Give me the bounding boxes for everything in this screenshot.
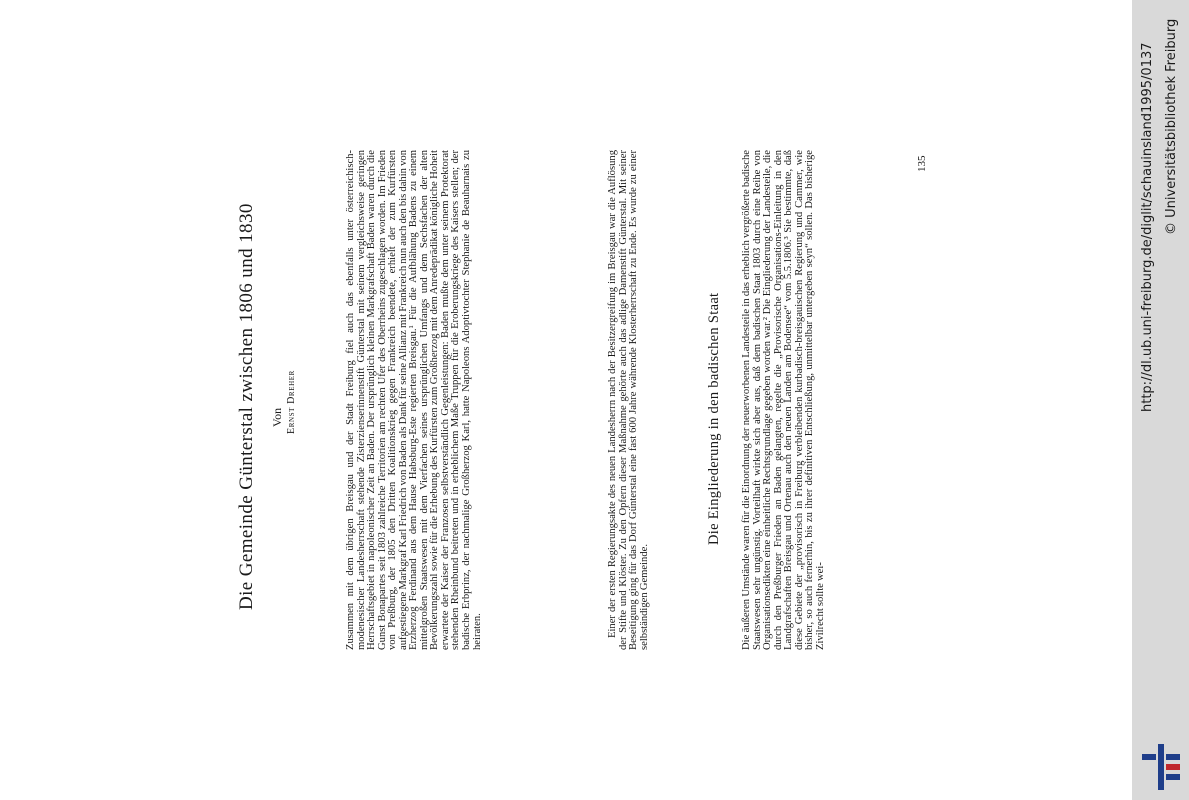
logo-bar-right [1166, 754, 1180, 760]
body-column-bottom [742, 150, 826, 650]
logo-bar-vertical [1158, 744, 1164, 790]
byline: Von [270, 407, 284, 427]
library-logo-icon [1142, 742, 1182, 792]
logo-bar-left [1142, 754, 1156, 760]
paragraph-intro: Zusammen mit dem übrigen Breisgau und der Stadt Freiburg fiel auch das ebenfalls unter österreichisch-modenesischer Landesherrschaft stehende Zisterzienserinnenstift Günterstal mit seinem vergleichsweise geringen Herrschaftsgebiet in napoleonischer Zeit an Baden. Der ursprünglich kleinen Markgrafschaft Baden waren durch die Gunst Bonapartes seit 1803 zahlreiche Territorien am rechten Ufer des Oberrheins zugeschlagen worden. Im Frieden von Preßburg, der 1805 den Dritten Koalitionskrieg gegen Frankreich beendete, erhielt der zum Kurfürsten aufgestiegene Markgraf Karl Friedrich von Baden als Dank für seine Allianz mit Frankreich nun auch den bis dahin von Erzherzog Ferdinand aus dem Hause Habsburg-Este regierten Breisgau.¹ Für die Aufblähung Badens zu einem mittelgroßen Staatswesen mit dem Vierfachen seines ursprünglichen Umfangs und dem Sechsfachen der alten Bevölkerungszahl sowie für die Erhebung des Kurfürsten zum Großherzog mit dem Anredeprädikat königliche Hoheit erwartete der Kaiser der Franzosen selbstverständlich Gegenleistungen: Baden mußte dem unter seinem Protektorat stehenden Rheinbund beitreten und in erheblichem Maße Truppen für die Eroberungskriege des Kaisers stellen; der badische Erbprinz, der nachmalige Großherzog Karl, hatte Napoleons Adoptivtochter Stephanie de Beauharnais zu heiraten. [345, 150, 483, 650]
body-column-middle [608, 150, 650, 650]
article-title: Die Gemeinde Günterstal zwischen 1806 und 1830 [236, 203, 257, 610]
copyright-notice: © Universitätsbibliothek Freiburg [1164, 18, 1179, 235]
paragraph-integration: Die äußeren Umstände waren für die Einordnung der neuerworbenen Landesteile in das erheblich vergrößerte badische Staatswesen sehr ungünstig. Vorteilhaft wirkte sich aber aus, daß dem badischen Staat 1803 durch eine Reihe von Organisationsedikten eine einheitliche Rechtsgrundlage gegeben worden war.² Die Eingliederung der Landesteile, die durch den Preßburger Frieden an Baden gelangten, regelte die „Provisorische Organisations-Einleitung in den Landgrafschaften Breisgau und Ortenau auch den neuen Landen am Bodensee“ vom 5.5.1806.³ Sie bestimmte, daß diese Gebiete der „provisorisch in Freiburg verbleibenden kurbadisch-breisgauischen Regierung und Cammer, wie bisher, so auch fernerhin, bis zu ihrer definitiven Entschließung, unmittelbar untergeben seyn“ sollen. Das bisherige Zivilrecht sollte wei- [741, 150, 826, 650]
body-column-top [346, 150, 483, 650]
logo-bar-accent [1166, 764, 1180, 770]
library-sidebar [1132, 0, 1189, 800]
section-heading: Die Eingliederung in den badischen Staat [706, 292, 722, 545]
logo-bar-lower [1166, 774, 1180, 780]
paragraph-dissolution: Einer der ersten Regierungsakte des neuen Landesherrn nach der Besitzergreifung im Breisgau war die Auflösung der Stifte und Klöster. Zu den Opfern dieser Maßnahme gehörte auch das adlige Damenstift Günterstal. Mit seiner Beseitigung ging für das Dorf Günterstal eine fast 600 Jahre währende Klosterherrschaft zu Ende. Es wurde zu einer selbständigen Gemeinde. [607, 150, 650, 650]
author-name: Ernst Dreher [286, 370, 297, 434]
permalink-url[interactable]: http://dl.ub.uni-freiburg.de/diglit/schauinsland1995/0137 [1140, 42, 1155, 412]
page-number: 135 [916, 155, 928, 172]
scanned-page [228, 0, 1134, 800]
sidebar-text-block [1132, 0, 1189, 800]
